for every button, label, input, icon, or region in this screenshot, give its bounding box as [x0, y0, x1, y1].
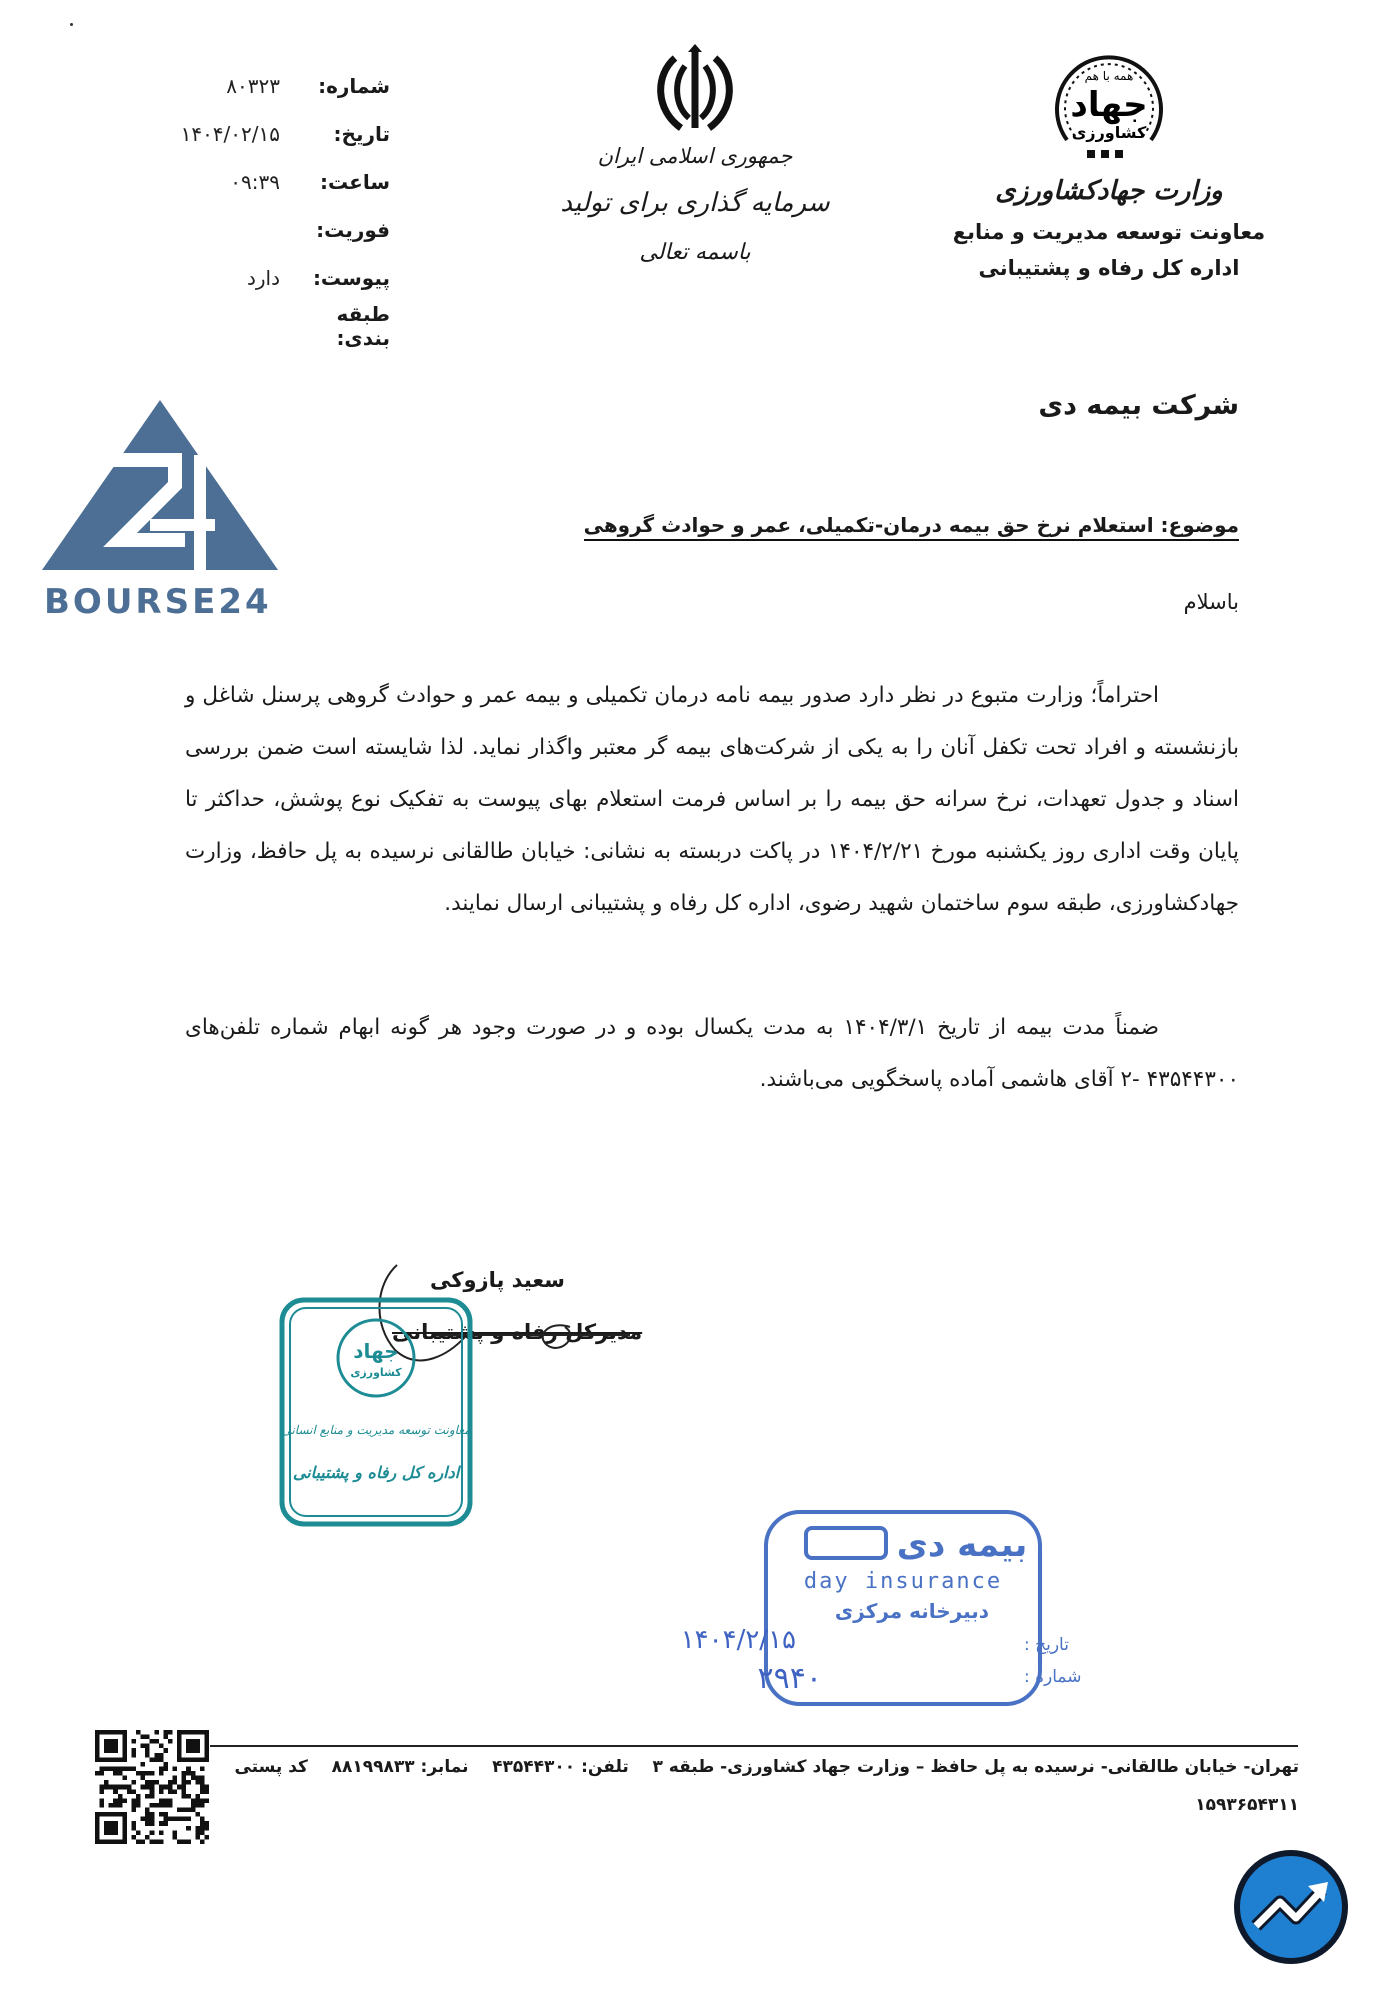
- qr-module: [113, 1766, 118, 1771]
- qr-module: [131, 1789, 136, 1794]
- qr-module: [104, 1821, 118, 1835]
- qr-module: [182, 1771, 187, 1776]
- stamp-brand-fa: بیمه دی: [896, 1525, 1028, 1565]
- qr-module: [163, 1766, 168, 1771]
- qr-module: [182, 1776, 187, 1781]
- qr-module: [145, 1794, 150, 1799]
- qr-module: [131, 1780, 136, 1785]
- qr-module: [150, 1780, 155, 1785]
- qr-module: [136, 1803, 141, 1808]
- qr-module: [168, 1785, 173, 1790]
- qr-module: [131, 1748, 136, 1753]
- qr-module: [145, 1835, 150, 1840]
- qr-module: [204, 1835, 209, 1840]
- qr-module: [109, 1785, 114, 1790]
- qr-module: [191, 1798, 196, 1803]
- footer-address-line: [234, 1757, 1299, 1777]
- qr-module: [122, 1798, 127, 1803]
- qr-module: [182, 1817, 187, 1822]
- qr-code: [95, 1730, 209, 1844]
- logo-sub-text: کشاورزی: [1071, 123, 1147, 142]
- qr-module: [150, 1803, 155, 1808]
- qr-module: [145, 1817, 150, 1822]
- speck: [70, 23, 73, 26]
- qr-module: [145, 1748, 150, 1753]
- ministry-name: وزارت جهادکشاورزی: [995, 176, 1223, 206]
- logo-top-text: همه با هم: [1084, 69, 1134, 83]
- qr-module: [150, 1739, 155, 1744]
- qr-module: [195, 1803, 200, 1808]
- qr-module: [136, 1771, 141, 1776]
- body-paragraph-1: احتراماً؛ وزارت متبوع در نظر دارد صدور بیمه نامه درمان تکمیلی و بیمه عمر و حوادث گروهی پرسنل شاغل و بازنشسته و افراد تحت تکفل آنان را به یکی از شرکت‌های بیمه گر معتبر واگذار نماید. لذا شایسته است ضمن بررسی اسناد و جدول تعهدات، نرخ سرانه حق بیمه را بر اساس فرمت استعلام بهای پیوست به تفکیک نوع پوشش، حداکثر تا پایان وقت اداری روز یکشنبه مورخ ۱۴۰۴/۲/۲۱ در پاکت دربسته به نشانی: خیابان طالقانی نرسیده به پل حافظ، وزارت جهادکشاورزی، طبقه سوم ساختمان شهید رضوی، اداره کل رفاه و پشتیبانی ارسال نمایند.: [185, 683, 1239, 916]
- qr-module: [131, 1803, 136, 1808]
- qr-module: [177, 1839, 182, 1844]
- qr-module: [159, 1830, 164, 1835]
- qr-module: [173, 1780, 178, 1785]
- meta-classification: طبقه بندی:: [336, 302, 390, 350]
- qr-module: [118, 1798, 123, 1803]
- stamp-line-2: اداره کل رفاه و پشتیبانی: [292, 1463, 460, 1482]
- qr-module: [159, 1771, 164, 1776]
- qr-module: [100, 1803, 105, 1808]
- qr-module: [150, 1757, 155, 1762]
- bourse24-triangle-icon: [40, 400, 280, 580]
- qr-module: [113, 1785, 118, 1790]
- qr-module: [113, 1771, 118, 1776]
- logo-main-text: جهاد: [1070, 85, 1148, 125]
- qr-module: [163, 1812, 168, 1817]
- qr-module: [145, 1821, 150, 1826]
- qr-module: [100, 1766, 105, 1771]
- qr-module: [200, 1798, 205, 1803]
- meta-urgency: فوریت:: [316, 218, 390, 242]
- stamp-brand-en: day insurance: [803, 1569, 1003, 1594]
- qr-module: [168, 1739, 173, 1744]
- qr-module: [154, 1839, 159, 1844]
- signer-name: سعید پازوکی: [430, 1268, 565, 1292]
- qr-module: [150, 1771, 155, 1776]
- qr-module: [200, 1817, 205, 1822]
- qr-module: [141, 1817, 146, 1822]
- qr-module: [118, 1785, 123, 1790]
- qr-module: [150, 1830, 155, 1835]
- qr-module: [163, 1803, 168, 1808]
- qr-module: [173, 1835, 178, 1840]
- stamp-date-label: تاریخ :: [1024, 1635, 1069, 1655]
- qr-module: [163, 1821, 168, 1826]
- qr-module: [200, 1821, 205, 1826]
- qr-module: [200, 1839, 205, 1844]
- letter-meta: [130, 62, 390, 350]
- greeting: باسلام: [1183, 590, 1239, 614]
- qr-module: [186, 1780, 191, 1785]
- country-name: جمهوری اسلامی ایران: [597, 144, 793, 168]
- qr-module: [118, 1803, 123, 1808]
- qr-module: [200, 1776, 205, 1781]
- qr-module: [204, 1798, 209, 1803]
- qr-module: [145, 1780, 150, 1785]
- dey-insurance-received-stamp: [680, 1508, 1082, 1708]
- qr-module: [173, 1789, 178, 1794]
- qr-module: [145, 1808, 150, 1813]
- qr-module: [168, 1780, 173, 1785]
- qr-module: [141, 1744, 146, 1749]
- ministry-logo: [1039, 40, 1179, 170]
- footer-postal-code: ۱۵۹۳۶۵۴۳۱۱: [1195, 1795, 1299, 1815]
- qr-module: [191, 1808, 196, 1813]
- qr-module: [100, 1785, 105, 1790]
- qr-module: [141, 1785, 146, 1790]
- qr-module: [177, 1817, 182, 1822]
- qr-module: [127, 1766, 132, 1771]
- qr-module: [109, 1803, 114, 1808]
- qr-module: [168, 1730, 173, 1735]
- qr-module: [141, 1776, 146, 1781]
- qr-module: [191, 1803, 196, 1808]
- qr-module: [200, 1780, 205, 1785]
- qr-module: [163, 1762, 168, 1767]
- qr-module: [182, 1794, 187, 1799]
- footer-divider: [210, 1745, 1298, 1747]
- qr-module: [173, 1830, 178, 1835]
- qr-module: [191, 1771, 196, 1776]
- qr-module: [200, 1785, 205, 1790]
- qr-module: [131, 1798, 136, 1803]
- qr-module: [159, 1744, 164, 1749]
- qr-module: [104, 1785, 109, 1790]
- qr-module: [159, 1812, 164, 1817]
- qr-module: [145, 1785, 150, 1790]
- qr-module: [195, 1780, 200, 1785]
- qr-module: [182, 1789, 187, 1794]
- qr-module: [100, 1798, 105, 1803]
- qr-module: [186, 1766, 191, 1771]
- qr-module: [168, 1817, 173, 1822]
- qr-module: [195, 1798, 200, 1803]
- qr-module: [204, 1785, 209, 1790]
- qr-module: [186, 1808, 191, 1813]
- iran-emblem-icon: [645, 40, 745, 140]
- qr-module: [150, 1817, 155, 1822]
- qr-module: [127, 1785, 132, 1790]
- stamp-logo-main: جهاد: [353, 1339, 399, 1363]
- qr-module: [95, 1771, 100, 1776]
- qr-module: [182, 1808, 187, 1813]
- qr-module: [150, 1839, 155, 1844]
- blue-stamp-graphic: [680, 1508, 1082, 1708]
- signer-title: مدیرکل رفاه و پشتیبانی: [392, 1320, 643, 1344]
- qr-module: [159, 1803, 164, 1808]
- qr-module: [159, 1839, 164, 1844]
- year-slogan: سرمایه گذاری برای تولید: [560, 188, 830, 218]
- ministry-header: [949, 40, 1269, 280]
- qr-module: [159, 1766, 164, 1771]
- qr-module: [182, 1839, 187, 1844]
- qr-module: [159, 1785, 164, 1790]
- qr-module: [177, 1808, 182, 1813]
- qr-module: [141, 1735, 146, 1740]
- qr-module: [136, 1839, 141, 1844]
- qr-module: [104, 1766, 109, 1771]
- corner-trend-badge: [1232, 1848, 1350, 1966]
- qr-module: [145, 1812, 150, 1817]
- teal-stamp-graphic: [278, 1296, 474, 1528]
- qr-module: [122, 1785, 127, 1790]
- footer-fax: نمابر: ۸۸۱۹۹۸۳۳: [331, 1757, 469, 1777]
- qr-module: [150, 1821, 155, 1826]
- qr-module: [195, 1776, 200, 1781]
- qr-module: [168, 1803, 173, 1808]
- stamp-line-1: معاونت توسعه مدیریت و منابع انسانی: [281, 1423, 471, 1437]
- qr-module: [204, 1826, 209, 1831]
- qr-module: [136, 1798, 141, 1803]
- qr-module: [204, 1789, 209, 1794]
- meta-date: تاریخ: ۱۴۰۴/۰۲/۱۵: [180, 122, 390, 146]
- qr-module: [113, 1798, 118, 1803]
- qr-module: [163, 1748, 168, 1753]
- qr-module: [118, 1766, 123, 1771]
- qr-module: [186, 1817, 191, 1822]
- meta-attachment: پیوست: دارد: [246, 266, 390, 290]
- qr-module: [159, 1753, 164, 1758]
- qr-module: [204, 1821, 209, 1826]
- footer-address: تهران- خیابان طالقانی- نرسیده به پل حافظ – وزارت جهاد کشاورزی- طبقه ۳: [652, 1757, 1299, 1777]
- qr-module: [131, 1808, 136, 1813]
- qr-module: [113, 1789, 118, 1794]
- qr-module: [168, 1798, 173, 1803]
- qr-module: [195, 1835, 200, 1840]
- qr-module: [109, 1766, 114, 1771]
- qr-module: [131, 1753, 136, 1758]
- qr-module: [186, 1839, 191, 1844]
- qr-module: [182, 1780, 187, 1785]
- stamp-number-value: ۲۹۴۰: [757, 1661, 822, 1696]
- qr-module: [127, 1789, 132, 1794]
- qr-module: [186, 1739, 200, 1753]
- qr-module: [118, 1771, 123, 1776]
- qr-module: [136, 1794, 141, 1799]
- qr-module: [122, 1776, 127, 1781]
- qr-module: [195, 1812, 200, 1817]
- qr-module: [159, 1798, 164, 1803]
- qr-module: [159, 1757, 164, 1762]
- qr-module: [131, 1835, 136, 1840]
- stamp-logo-sub: کشاورزی: [350, 1366, 402, 1379]
- qr-module: [200, 1789, 205, 1794]
- stamp-date-value: ۱۴۰۴/۲/۱۵: [680, 1625, 796, 1655]
- state-emblem-block: [560, 40, 830, 265]
- subject-line: موضوع: استعلام نرخ حق بیمه درمان-تکمیلی، عمر و حوادث گروهی: [584, 513, 1239, 541]
- qr-module: [200, 1803, 205, 1808]
- qr-module: [163, 1735, 168, 1740]
- qr-module: [141, 1762, 146, 1767]
- office-name: اداره کل رفاه و پشتیبانی: [978, 256, 1240, 280]
- watermark-text: BOURSE24: [44, 582, 272, 622]
- qr-module: [154, 1803, 159, 1808]
- qr-module: [195, 1830, 200, 1835]
- footer-postal-label: کد پستی: [234, 1757, 308, 1777]
- qr-module: [154, 1730, 159, 1735]
- qr-module: [113, 1803, 118, 1808]
- ministry-office-stamp: [278, 1296, 474, 1528]
- qr-module: [104, 1739, 118, 1753]
- qr-module: [177, 1785, 182, 1790]
- body-paragraph-2: ضمناً مدت بیمه از تاریخ ۱۴۰۴/۳/۱ به مدت یکسال بوده و در صورت وجود هر گونه ابهام شماره تلفن‌های ۴۳۵۴۴۳۰۰ -۲ آقای هاشمی آماده پاسخگویی می‌باشند.: [185, 1015, 1239, 1092]
- qr-module: [141, 1839, 146, 1844]
- qr-module: [150, 1785, 155, 1790]
- qr-module: [195, 1794, 200, 1799]
- qr-module: [150, 1794, 155, 1799]
- watermark-logo: [40, 400, 290, 622]
- qr-module: [154, 1757, 159, 1762]
- qr-module: [131, 1821, 136, 1826]
- qr-module: [100, 1789, 105, 1794]
- qr-module: [159, 1789, 164, 1794]
- meta-time: ساعت: ۰۹:۳۹: [230, 170, 390, 194]
- department-name: معاونت توسعه مدیریت و منابع: [952, 220, 1266, 244]
- qr-module: [195, 1826, 200, 1831]
- invocation: باسمه تعالی: [639, 240, 751, 265]
- qr-module: [200, 1766, 205, 1771]
- qr-module: [131, 1739, 136, 1744]
- qr-module: [173, 1817, 178, 1822]
- qr-module: [163, 1798, 168, 1803]
- qr-module: [186, 1771, 191, 1776]
- qr-module: [141, 1771, 146, 1776]
- qr-module: [118, 1794, 123, 1799]
- qr-module: [145, 1771, 150, 1776]
- qr-module: [150, 1789, 155, 1794]
- qr-module: [186, 1794, 191, 1799]
- qr-module: [145, 1744, 150, 1749]
- footer-phone: تلفن: ۴۳۵۴۴۳۰۰: [492, 1757, 629, 1777]
- qr-module: [163, 1785, 168, 1790]
- recipient: شرکت بیمه دی: [1038, 390, 1239, 421]
- qr-module: [173, 1776, 178, 1781]
- qr-module: [131, 1826, 136, 1831]
- qr-module: [136, 1830, 141, 1835]
- qr-module: [200, 1826, 205, 1831]
- qr-module: [150, 1812, 155, 1817]
- qr-module: [154, 1780, 159, 1785]
- qr-module: [104, 1780, 109, 1785]
- qr-module: [191, 1776, 196, 1781]
- qr-module: [186, 1826, 191, 1831]
- qr-module: [200, 1830, 205, 1835]
- qr-module: [163, 1817, 168, 1822]
- qr-module: [154, 1739, 159, 1744]
- qr-module: [145, 1735, 150, 1740]
- qr-module: [159, 1821, 164, 1826]
- qr-module: [173, 1766, 178, 1771]
- qr-module: [182, 1785, 187, 1790]
- qr-module: [154, 1753, 159, 1758]
- qr-module: [168, 1789, 173, 1794]
- qr-module: [131, 1766, 136, 1771]
- stamp-office: دبیرخانه مرکزی: [834, 1599, 990, 1623]
- stamp-number-label: شماره :: [1024, 1667, 1082, 1687]
- qr-module: [100, 1771, 105, 1776]
- qr-module: [122, 1766, 127, 1771]
- qr-module: [163, 1730, 168, 1735]
- meta-number: شماره: ۸۰۳۲۳: [226, 74, 390, 98]
- qr-module: [136, 1730, 141, 1735]
- qr-module: [145, 1753, 150, 1758]
